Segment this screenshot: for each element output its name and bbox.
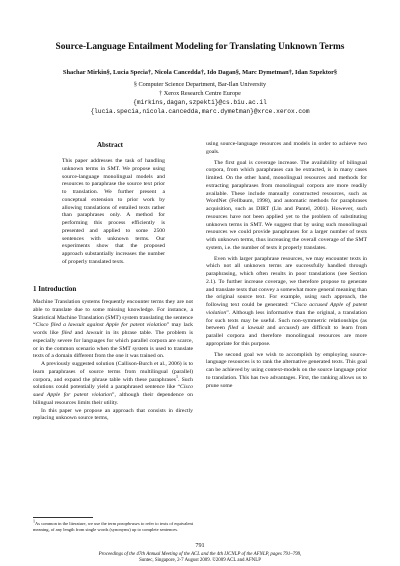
col2-paragraph-2: The first goal is coverage increase. The availability of bilingual corpora, from which paraphrases can be extracted, is in many cases limited. On the other hand, monolingual resources and methods for extracting paraphrases from monolingual corpora are more readily available. These include manually constructed resources, such as WordNet (Fellbaum, 1998), and automatic methods for paraphrases acquisition, such as DIRT (Lin and Pantel, 2001). However, such resources have not been applied yet to the problem of substituting unknown terms in SMT. We suggest that by using such monolingual resources we could provide paraphrases for a larger number of texts with unknown terms, thus increasing the overall coverage of the SMT system, i.e. the number of texts it properly translates. xyxy=(206,159,367,251)
col2-paragraph-3: Even with larger paraphrase resources, we may encounter texts in which not all unknown terms are successfully handled through paraphrasing, which often results in poor translations (see Section 2.1). To further increase coverage, we therefore propose to generate and translate texts that convey a somewhat more general meaning than the original source text. For example, using such approach, the following text could be generated: “Cisco accused Apple of patent violation”. Although less informative than the original, a translation for such texts may be useful. Such non-symmetric relationships (as between filed a lawsuit and accused) are difficult to learn from parallel corpora and therefore monolingual resources are more appropriate for this purpose. xyxy=(206,255,367,347)
author-list: Shachar Mirkin§, Lucia Specia†, Nicola Cancedda†, Ido Dagan§, Marc Dymetman†, Idan Szpektor§ xyxy=(62,69,338,76)
proceedings-line: Proceedings of the 47th Annual Meeting of the ACL and the 4th IJCNLP of the AFNLP, pages 791–799, xyxy=(98,552,302,557)
abstract-text: This paper addresses the task of handling unknown terms in SMT. We propose using source-language monolingual models and resources to paraphrase the source text prior to translation. We further present a conceptual extension to prior work by allowing translations of entailed texts rather than paraphrases only. A method for performing this process efficiently is presented and applied to some 2500 sentences with unknown terms. Our experiments show that the proposed approach substantially increases the number of properly translated texts. xyxy=(62,158,165,265)
footnote: $^1$As common in the literature, we use the term paraphrases to refer to texts of equivalent meaning, of any length from single words (synonyms) up to complete sentences. xyxy=(33,518,194,532)
copyright-line: Suntec, Singapore, 2-7 August 2009. ©2009 ACL and AFNLP xyxy=(139,558,261,563)
right-column-body xyxy=(206,141,367,390)
left-column-body xyxy=(33,299,193,423)
paper-title: Source-Language Entailment Modeling for Translating Unknown Terms xyxy=(55,42,345,52)
intro-paragraph-2: A previously suggested solution (Callison-Burch et al., 2006) is to learn paraphrases of source terms from multilingual (parallel) corpora, and expand the phrase table with these paraphrases$^1$. Such solutions could potentially yield a paraphrased sentence like “Cisco sued Apple for patent violation”, although their dependence on bilingual resources limits their utility. xyxy=(33,361,194,406)
intro-paragraph-3: In this paper we propose an approach that consists in directly replacing unknown source terms, xyxy=(33,407,193,422)
footnote-rule xyxy=(33,517,93,518)
footnote-ref: 1 xyxy=(175,373,178,379)
section-heading-introduction: 1 Introduction xyxy=(33,285,77,293)
affiliation-xerox: † Xerox Research Centre Europe xyxy=(159,90,241,97)
page-number: 791 xyxy=(195,542,205,549)
email-xerox: {lucia.specia,nicola.cancedda,marc.dymetman}@xrce.xerox.com xyxy=(90,108,310,115)
abstract-heading: Abstract xyxy=(96,141,124,149)
col2-paragraph-1: using source-language resources and models in order to achieve two goals. xyxy=(206,141,367,155)
intro-paragraph-1: Machine Translation systems frequently encounter terms they are not able to translate due to some missing knowledge. For instance, a Statistical Machine Translation (SMT) system translating the sentence “Cisco filed a lawsuit against Apple for patent violation” may lack words like filed and lawsuit in its phrase table. The problem is especially severe for languages for which parallel corpora are scarce, or in the common scenario when the SMT system is used to translate texts of a domain different from the one it was trained on. xyxy=(33,299,193,360)
email-biu: {mirkins,dagan,szpekti}@cs.biu.ac.il xyxy=(133,99,267,106)
col2-paragraph-4: The second goal we wish to accomplish by employing source-language resources is to rank the alternative generated texts. This goal can be achieved by using context-models on the source language prior to translation. This has two advantages. First, the ranking allows us to prune some xyxy=(206,351,367,389)
affiliation-biu: § Computer Science Department, Bar-Ilan University xyxy=(133,81,267,88)
